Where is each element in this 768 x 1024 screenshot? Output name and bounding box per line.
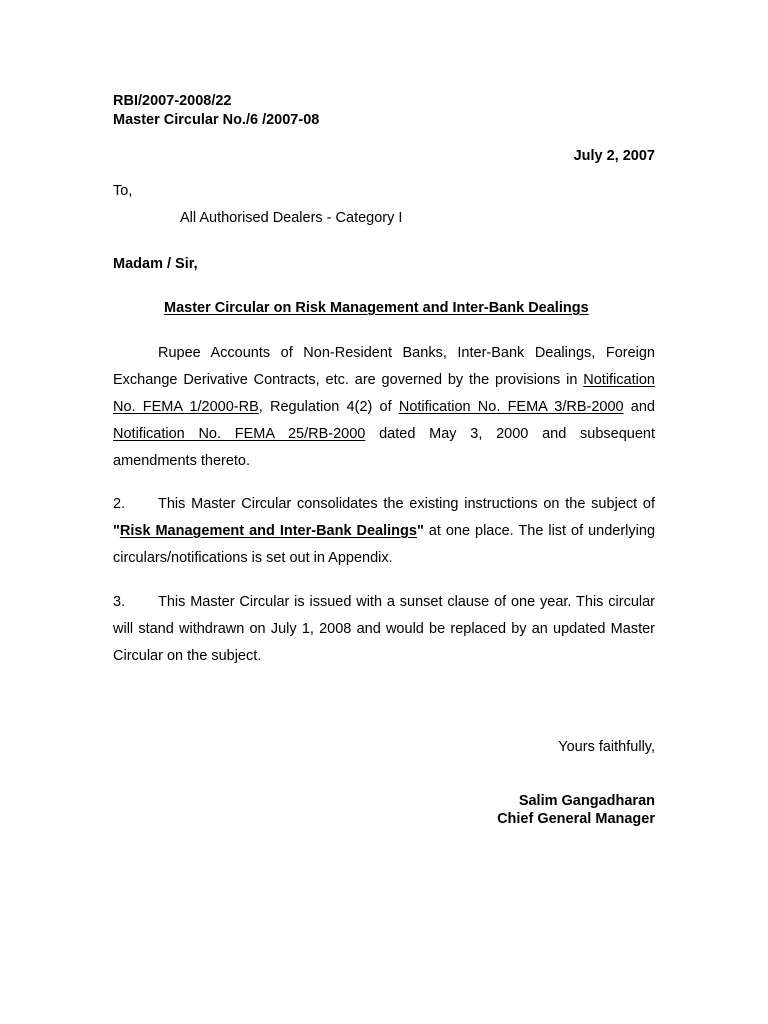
para1-text-b: , Regulation 4(2) of bbox=[258, 399, 399, 415]
para1-text-a: Rupee Accounts of Non-Resident Banks, Inter-Bank Dealings, Foreign Exchange Derivative Contracts, etc. are governed by the provisions in bbox=[113, 345, 655, 388]
paragraph-3 bbox=[113, 589, 655, 670]
notification-link-2[interactable]: Notification No. FEMA 3/RB-2000 bbox=[398, 399, 624, 415]
reference-number: RBI/2007-2008/22 bbox=[113, 93, 232, 109]
paragraph-2 bbox=[113, 491, 655, 572]
para1-text-c: and bbox=[623, 399, 655, 415]
recipient: All Authorised Dealers - Category I bbox=[180, 210, 403, 226]
para2-text-b: at one place. The list of underlying circulars/notifications is set out in Appendix. bbox=[113, 523, 656, 566]
notification-link-1[interactable]: Notification No. FEMA 1/2000-RB bbox=[113, 372, 655, 415]
closing-line: Yours faithfully, bbox=[558, 739, 655, 755]
circular-number: Master Circular No./6 /2007-08 bbox=[113, 112, 320, 128]
para2-quote-close: " bbox=[416, 523, 424, 539]
signatory-name: Salim Gangadharan bbox=[518, 793, 655, 809]
para1-text-d: dated May 3, 2000 and subsequent amendments thereto. bbox=[113, 426, 655, 469]
subject-heading: Master Circular on Risk Management and Inter-Bank Dealings bbox=[164, 300, 589, 316]
signatory-title: Chief General Manager bbox=[497, 811, 655, 827]
para2-number: 2. bbox=[113, 496, 126, 512]
para2-text-a: This Master Circular consolidates the existing instructions on the subject of bbox=[158, 496, 655, 512]
salutation: Madam / Sir, bbox=[113, 256, 198, 272]
notification-link-3[interactable]: Notification No. FEMA 25/RB-2000 bbox=[113, 426, 366, 442]
para3-text: This Master Circular is issued with a sunset clause of one year. This circular will stand withdrawn on July 1, 2008 and would be replaced by an updated Master Circular on the subject. bbox=[113, 594, 655, 664]
letter-date: July 2, 2007 bbox=[573, 148, 655, 164]
paragraph-1 bbox=[113, 340, 655, 475]
para2-quote-open: " bbox=[113, 523, 120, 539]
para3-number: 3. bbox=[113, 594, 126, 610]
para2-emphasis: Risk Management and Inter-Bank Dealings bbox=[119, 523, 417, 539]
to-label: To, bbox=[113, 183, 133, 199]
